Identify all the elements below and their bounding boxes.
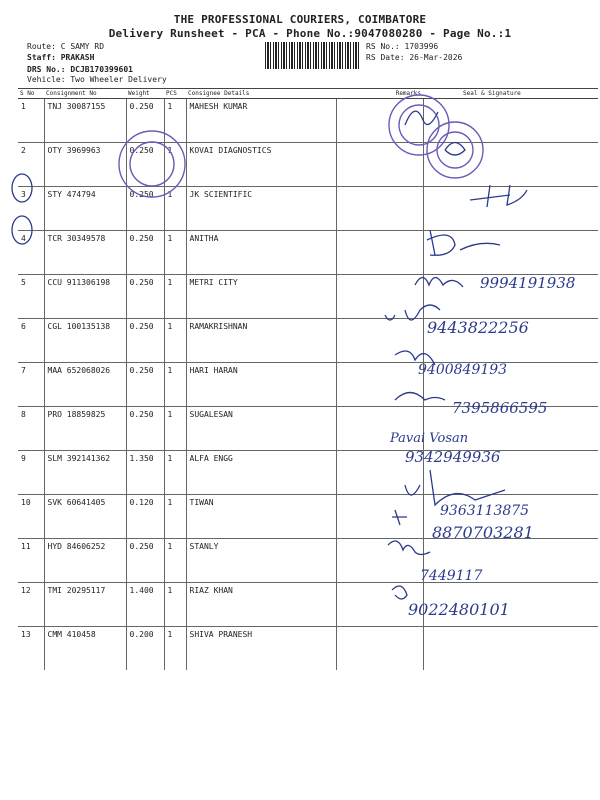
cell-pcs: 1	[164, 231, 186, 275]
cell-consignee: RAMAKRISHNAN	[186, 319, 336, 363]
table-row	[18, 407, 598, 451]
cell-consignee: STANLY	[186, 539, 336, 583]
cell-remarks	[336, 539, 423, 583]
cell-remarks	[336, 627, 423, 671]
cell-pcs: 1	[164, 363, 186, 407]
table-row	[18, 495, 598, 539]
route-label: Route: C SAMY RD	[27, 42, 105, 51]
cell-seal	[423, 495, 598, 539]
cell-sno: 3	[18, 187, 44, 231]
cell-remarks	[336, 319, 423, 363]
runsheet-subtitle: Delivery Runsheet - PCA - Phone No.:9047080280 - Page No.:1	[108, 27, 512, 40]
cell-consignee: MAHESH KUMAR	[186, 99, 336, 143]
drs-number: DRS No.: DCJB170399601	[27, 65, 133, 74]
cell-seal	[423, 187, 598, 231]
table-row	[18, 143, 598, 187]
table-row	[18, 627, 598, 671]
col-pcs: PCS	[164, 89, 186, 99]
cell-seal	[423, 231, 598, 275]
table-row	[18, 319, 598, 363]
cell-consignment: OTY 3969963	[44, 143, 126, 187]
table-row	[18, 275, 598, 319]
cell-seal	[423, 99, 598, 143]
cell-pcs: 1	[164, 495, 186, 539]
cell-sno: 11	[18, 539, 44, 583]
cell-sno: 6	[18, 319, 44, 363]
cell-seal	[423, 451, 598, 495]
barcode	[265, 42, 361, 69]
cell-consignee: JK SCIENTIFIC	[186, 187, 336, 231]
cell-seal	[423, 407, 598, 451]
staff-label: Staff: PRAKASH	[27, 53, 95, 62]
cell-weight: 0.250	[126, 187, 164, 231]
cell-remarks	[336, 407, 423, 451]
cell-seal	[423, 143, 598, 187]
table-row	[18, 99, 598, 143]
cell-sno: 5	[18, 275, 44, 319]
cell-pcs: 1	[164, 451, 186, 495]
cell-consignee: TIWAN	[186, 495, 336, 539]
handwritten-phone-row11a: 9363113875	[440, 503, 530, 519]
cell-pcs: 1	[164, 275, 186, 319]
cell-consignee: SUGALESAN	[186, 407, 336, 451]
cell-consignment: SVK 60641405	[44, 495, 126, 539]
cell-sno: 13	[18, 627, 44, 671]
cell-sno: 2	[18, 143, 44, 187]
cell-weight: 0.250	[126, 539, 164, 583]
cell-consignment: TCR 30349578	[44, 231, 126, 275]
table-header-row	[18, 89, 598, 99]
col-remarks: Remarks	[336, 89, 423, 99]
handwritten-name-row9: Pavai Vosan	[390, 431, 469, 446]
handwritten-phone-row11b: 8870703281	[432, 523, 534, 542]
table-row	[18, 231, 598, 275]
cell-weight: 0.120	[126, 495, 164, 539]
handwritten-phone-row8: 7395866595	[452, 399, 548, 417]
cell-weight: 0.250	[126, 275, 164, 319]
col-weight: Weight	[126, 89, 164, 99]
handwritten-phone-row12: 7449117	[420, 568, 483, 584]
cell-remarks	[336, 99, 423, 143]
handwritten-phone-row13: 9022480101	[408, 600, 510, 619]
consignment-table	[18, 88, 598, 670]
cell-consignment: MAA 652068026	[44, 363, 126, 407]
cell-weight: 0.200	[126, 627, 164, 671]
cell-consignment: SLM 392141362	[44, 451, 126, 495]
cell-consignee: RIAZ KHAN	[186, 583, 336, 627]
rs-number: RS No.: 1703996	[366, 42, 439, 51]
handwritten-phone-row9: 9342949936	[405, 448, 501, 466]
cell-weight: 0.250	[126, 363, 164, 407]
table-row	[18, 451, 598, 495]
cell-seal	[423, 275, 598, 319]
cell-remarks	[336, 187, 423, 231]
cell-remarks	[336, 583, 423, 627]
cell-pcs: 1	[164, 539, 186, 583]
table-row	[18, 187, 598, 231]
cell-remarks	[336, 451, 423, 495]
cell-consignment: STY 474794	[44, 187, 126, 231]
cell-weight: 0.250	[126, 231, 164, 275]
cell-weight: 0.250	[126, 407, 164, 451]
col-consignee: Consignee Details	[186, 89, 336, 99]
rs-date: RS Date: 26-Mar-2026	[366, 53, 463, 62]
cell-consignee: ALFA ENGG	[186, 451, 336, 495]
cell-remarks	[336, 143, 423, 187]
handwritten-phone-row7: 9400849193	[418, 362, 508, 378]
cell-consignee: ANITHA	[186, 231, 336, 275]
table-row	[18, 539, 598, 583]
cell-sno: 9	[18, 451, 44, 495]
cell-consignment: HYD 84606252	[44, 539, 126, 583]
cell-weight: 0.250	[126, 99, 164, 143]
cell-seal	[423, 627, 598, 671]
cell-consignment: TMI 20295117	[44, 583, 126, 627]
cell-sno: 1	[18, 99, 44, 143]
cell-consignment: CMM 410458	[44, 627, 126, 671]
cell-pcs: 1	[164, 187, 186, 231]
cell-seal	[423, 539, 598, 583]
cell-pcs: 1	[164, 627, 186, 671]
cell-seal	[423, 363, 598, 407]
cell-consignment: CGL 100135138	[44, 319, 126, 363]
cell-sno: 4	[18, 231, 44, 275]
col-consignment: Consignment No	[44, 89, 126, 99]
cell-sno: 12	[18, 583, 44, 627]
cell-pcs: 1	[164, 143, 186, 187]
cell-weight: 1.400	[126, 583, 164, 627]
cell-seal	[423, 319, 598, 363]
cell-weight: 0.250	[126, 319, 164, 363]
cell-remarks	[336, 495, 423, 539]
cell-weight: 0.250	[126, 143, 164, 187]
table-row	[18, 583, 598, 627]
cell-consignee: METRI CITY	[186, 275, 336, 319]
cell-remarks	[336, 275, 423, 319]
cell-consignee: HARI HARAN	[186, 363, 336, 407]
cell-sno: 10	[18, 495, 44, 539]
handwritten-phone-row6: 9443822256	[427, 318, 529, 337]
cell-weight: 1.350	[126, 451, 164, 495]
table-row	[18, 363, 598, 407]
cell-sno: 8	[18, 407, 44, 451]
cell-consignment: TNJ 30087155	[44, 99, 126, 143]
cell-consignee: SHIVA PRANESH	[186, 627, 336, 671]
cell-pcs: 1	[164, 319, 186, 363]
cell-consignment: CCU 911306198	[44, 275, 126, 319]
handwritten-phone-row5: 9994191938	[480, 274, 576, 292]
company-title: THE PROFESSIONAL COURIERS, COIMBATORE	[173, 13, 427, 26]
cell-seal	[423, 583, 598, 627]
cell-remarks	[336, 231, 423, 275]
cell-consignment: PRO 18859825	[44, 407, 126, 451]
cell-sno: 7	[18, 363, 44, 407]
cell-pcs: 1	[164, 583, 186, 627]
cell-pcs: 1	[164, 407, 186, 451]
vehicle-label: Vehicle: Two Wheeler Delivery	[27, 75, 167, 84]
cell-consignee: KOVAI DIAGNOSTICS	[186, 143, 336, 187]
col-sno: S No	[18, 89, 44, 99]
col-seal: Seal & Signature	[423, 89, 598, 99]
cell-pcs: 1	[164, 99, 186, 143]
cell-remarks	[336, 363, 423, 407]
